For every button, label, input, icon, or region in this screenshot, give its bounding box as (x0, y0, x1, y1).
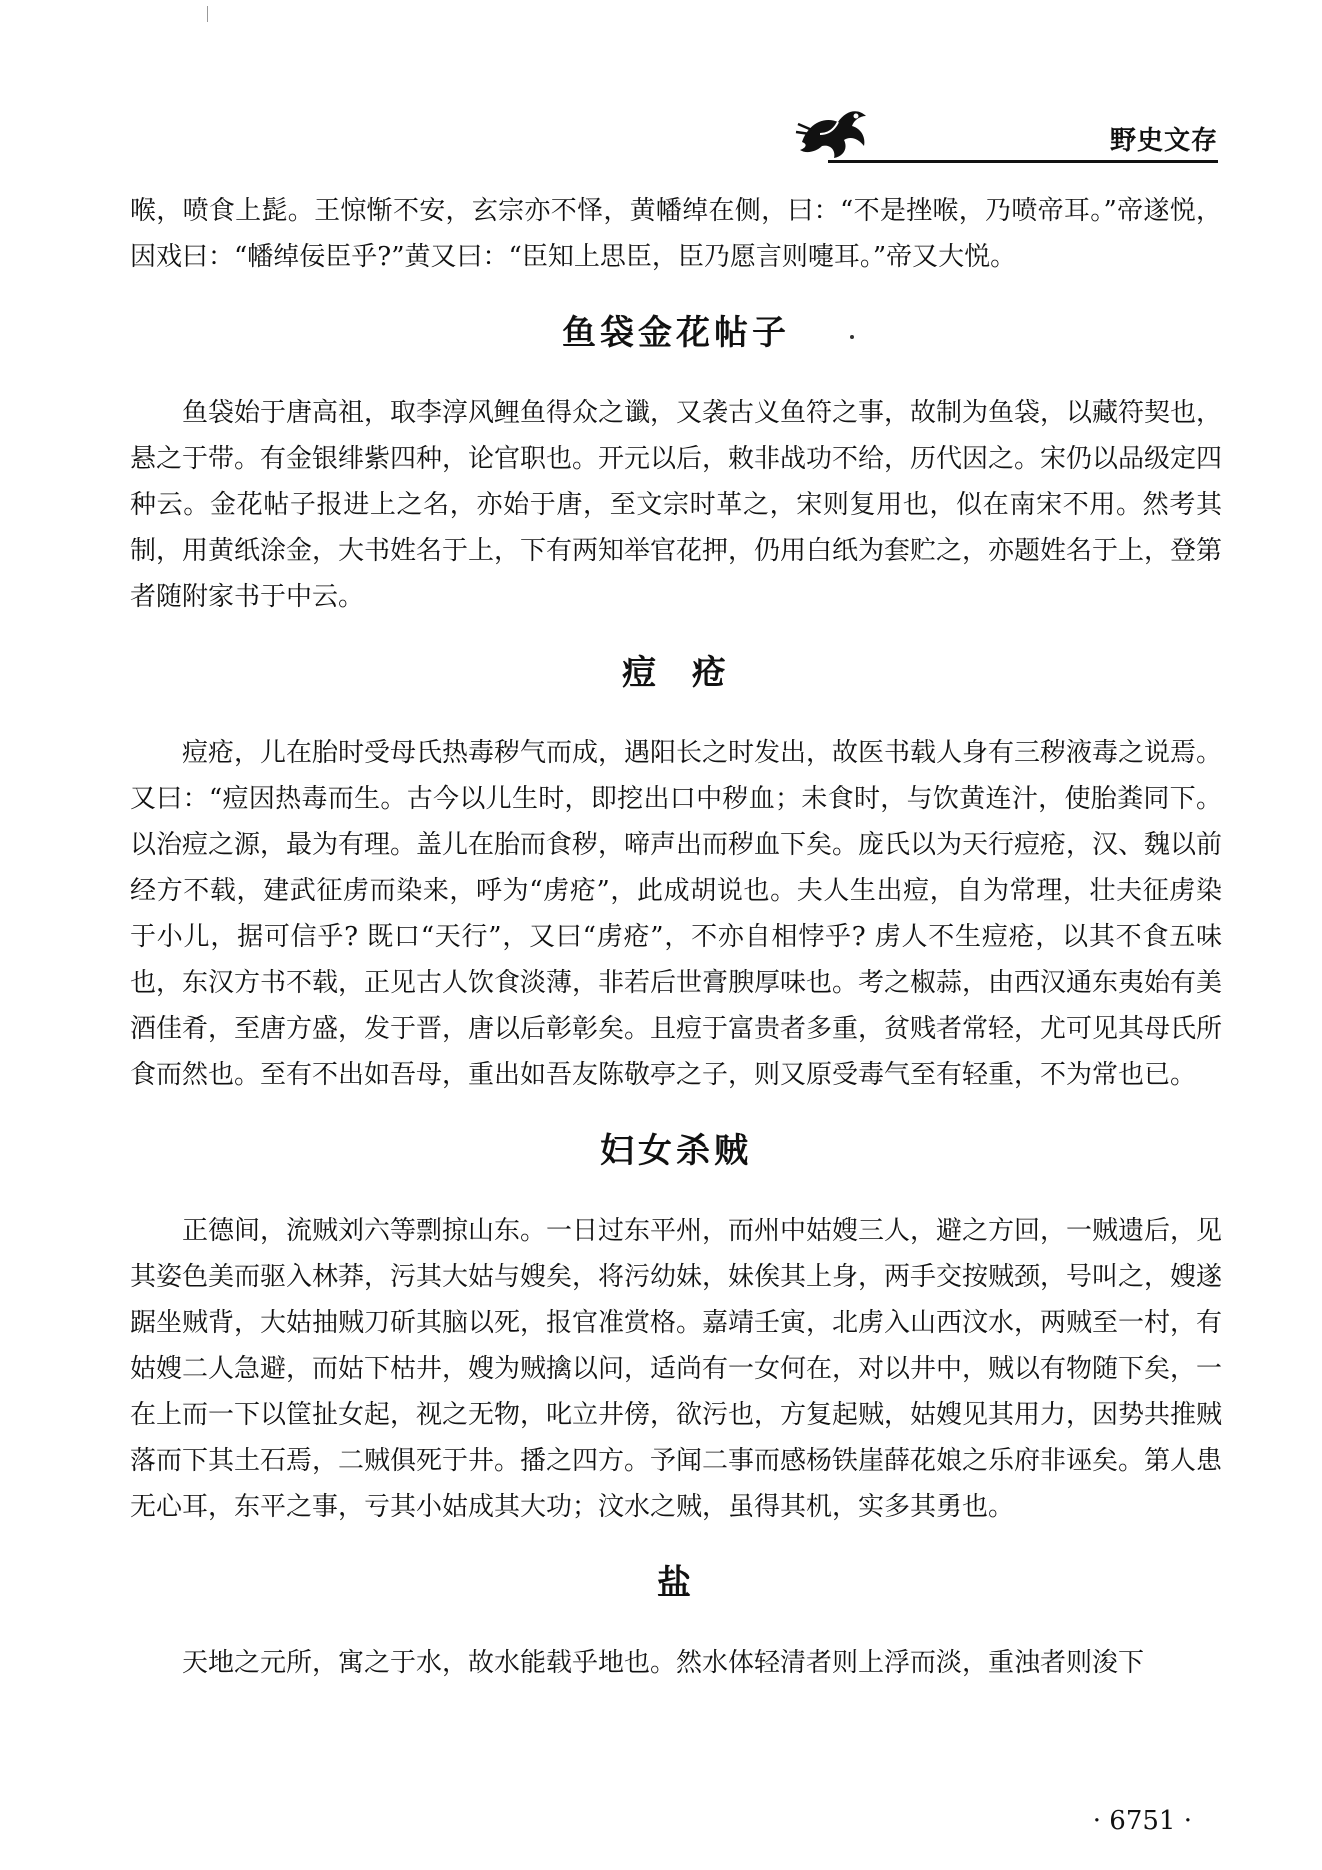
section-title: 盐 (657, 1563, 695, 1603)
dragon-emblem-icon (794, 102, 872, 160)
header-rule (828, 160, 1218, 163)
paragraph: 正德间，流贼刘六等剽掠山东。一日过东平州，而州中姑嫂三人，避之方回，一贼遗后，见其姿色美而驱入林莽，污其大姑与嫂矣，将污幼妹，妹俟其上身，两手交按贼颈，号叫之，嫂遂踞坐贼背，大姑抽贼刀斫其脑以死，报官准赏格。嘉靖壬寅，北虏入山西汶水，两贼至一村，有姑嫂二人急避，而姑下枯井，嫂为贼擒以问，适尚有一女何在，对以井中，贼以有物随下矣，一在上而一下以筐扯女起，视之无物，叱立井傍，欲污也，方复起贼，姑嫂见其用力，因势共推贼落而下其土石焉，二贼俱死于井。播之四方。予闻二事而感杨铁崖薛花娘之乐府非诬矣。第人患无心耳，东平之事，亏其小姑成其大功；汶水之贼，虽得其机，实多其勇也。 (130, 1216, 1223, 1522)
paragraph: 鱼袋始于唐高祖，取李淳风鲤鱼得众之谶，又袭古义鱼符之事，故制为鱼袋，以藏符契也，悬之于带。有金银绯紫四种，论官职也。开元以后，敕非战功不给，历代因之。宋仍以品级定四种云。金花帖子报进上之名，亦始于唐，至文宗时革之，宋则复用也，似在南宋不用。然考其制，用黄纸涂金，大书姓名于上，下有两知举官花押，仍用白纸为套贮之，亦题姓名于上，登第者随附家书于中云。 (130, 398, 1223, 612)
section-title: 痘 疮 (622, 653, 730, 693)
page-body (130, 188, 1222, 1686)
page-number: · 6751 · (1092, 1806, 1192, 1836)
running-header (788, 98, 1218, 158)
section-title: 妇女杀贼 (600, 1131, 752, 1171)
header-title: 野史文存 (1109, 126, 1218, 156)
paragraph: 痘疮，儿在胎时受母氏热毒秽气而成，遇阳长之时发出，故医书载人身有三秽液毒之说焉。又曰：“痘因热毒而生。古今以儿生时，即挖出口中秽血；未食时，与饮黄连汁，使胎粪同下。以治痘之源，最为有理。盖儿在胎而食秽，啼声出而秽血下矣。庞氏以为天行痘疮，汉、魏以前经方不载，建武征虏而染来，呼为“虏疮”，此成胡说也。夫人生出痘，自为常理，壮夫征虏染于小儿，据可信乎? 既口“天行”，又曰“虏疮”，不亦自相悖乎? 虏人不生痘疮，以其不食五味也，东汉方书不载，正见古人饮食淡薄，非若后世膏腴厚味也。考之椒蒜，由西汉通东夷始有美酒佳肴，至唐方盛，发于晋，唐以后彰彰矣。且痘于富贵者多重，贫贱者常轻，尤可见其母氏所食而然也。至有不出如吾母，重出如吾友陈敬亭之子，则又原受毒气至有轻重，不为常也已。 (130, 738, 1223, 1090)
paragraph: 喉，喷食上髭。王惊惭不安，玄宗亦不怿，黄幡绰在侧，曰：“不是挫喉，乃喷帝耳。”帝遂悦，因戏曰：“幡绰佞臣乎?”黄又曰：“臣知上思臣，臣乃愿言则嚏耳。”帝又大悦。 (130, 196, 1222, 272)
scan-mark (207, 6, 208, 22)
section-title: 鱼袋金花帖子 (562, 313, 790, 353)
paragraph: 天地之元所，寓之于水，故水能载乎地也。然水体轻清者则上浮而淡，重浊者则浚下 (182, 1648, 1145, 1678)
